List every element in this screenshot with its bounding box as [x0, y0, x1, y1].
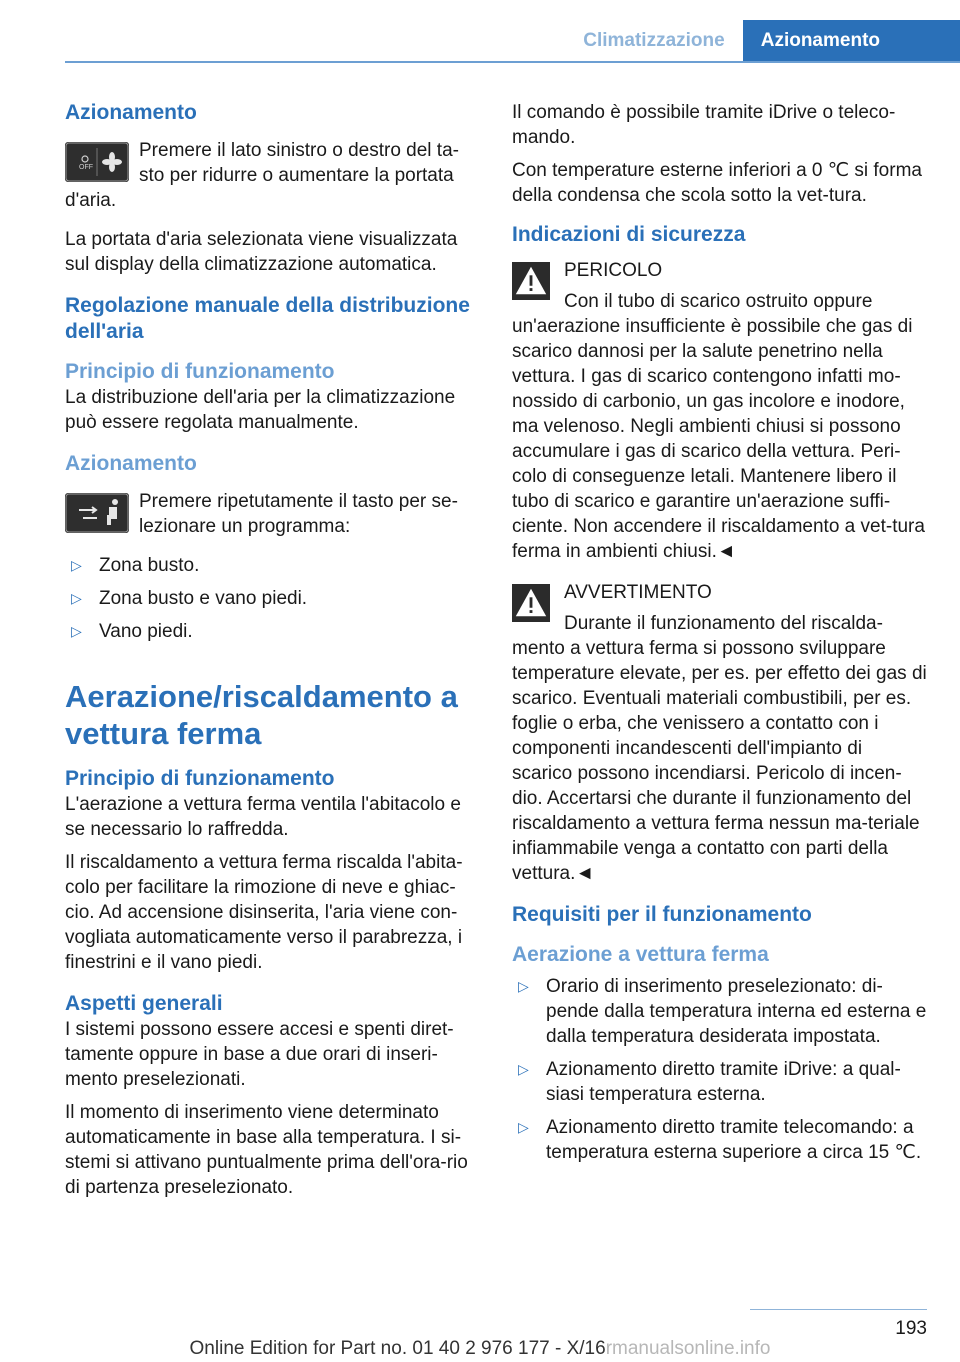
- list-item: [65, 553, 477, 578]
- warning-text: Durante il funzionamento del riscalda-mento a vettura ferma si possono sviluppare temperature elevate, per es. per effetto dei gas di scarico. Eventuali materiali combustibili, per es. foglie o erba, che venissero a contatto con i componenti incandescenti dell'impianto di scarico possono incendiarsi. Pericolo di incen-dio. Accertarsi che durante il funzionamento del riscaldamento a vettura ferma nessun ma-teriale infiammabile venga a contatto con parti della vettura.◄: [512, 613, 927, 884]
- bullet-icon: ▷: [71, 557, 82, 573]
- heading-sicurezza: Indicazioni di sicurezza: [512, 223, 746, 246]
- bullet-icon: ▷: [71, 590, 82, 606]
- heading-aerazione: Aerazione/riscaldamento a vettura ferma: [65, 679, 458, 751]
- warning-triangle-icon: [512, 584, 550, 622]
- bullet-icon: ▷: [518, 978, 529, 994]
- list-item: [65, 619, 477, 644]
- heading-requisiti: Requisiti per il funzionamento: [512, 903, 812, 926]
- tab-climatizzazione: Climatizzazione: [565, 20, 742, 62]
- header-tabs: [565, 20, 960, 62]
- fan-button-block: [65, 138, 477, 213]
- heading-principio-1: Principio di funzionamento: [65, 360, 335, 383]
- text-aspetti-2: Il momento di inserimento viene determinato automaticamente in base alla temperatura. I si-stemi si attivano puntualmente prima dell'ora-rio di partenza preselezionato.: [65, 1102, 468, 1198]
- watermark-text: rmanualsonline.info: [605, 1338, 771, 1359]
- heading-azionamento-1: Azionamento: [65, 101, 197, 124]
- program-list: [65, 553, 477, 644]
- text-comando: Il comando è possibile tramite iDrive o teleco-mando.: [512, 102, 896, 148]
- warning-title: AVVERTIMENTO: [564, 582, 712, 603]
- list-item: [512, 974, 927, 1049]
- list-item-text: Vano piedi.: [99, 621, 193, 642]
- left-column: [65, 100, 477, 1208]
- list-item: [512, 1115, 927, 1165]
- list-item: [512, 1057, 927, 1107]
- svg-text:OFF: OFF: [79, 164, 93, 171]
- list-item-text: Orario di inserimento preselezionato: di-pende dalla temperatura interna ed esterna e dalla temperatura desiderata impostata.: [546, 976, 927, 1047]
- warning-title: PERICOLO: [564, 260, 663, 281]
- distribution-button-block: [65, 489, 477, 539]
- header-rule: [65, 61, 960, 63]
- heading-azionamento-2: Azionamento: [65, 452, 197, 475]
- footer-edition: [0, 1338, 960, 1360]
- text-programma: Premere ripetutamente il tasto per se-lezionare un programma:: [139, 491, 458, 537]
- heading-principio-2: Principio di funzionamento: [65, 767, 335, 790]
- list-item: [65, 586, 477, 611]
- fan-button-icon: [65, 142, 129, 182]
- tab-azionamento: Azionamento: [743, 20, 960, 62]
- heading-aerazione-vettura: Aerazione a vettura ferma: [512, 943, 769, 966]
- text-aspetti-1: I sistemi possono essere accesi e spenti diret-tamente oppure in base a due orari di inseri-mento preselezionati.: [65, 1019, 454, 1090]
- bullet-icon: ▷: [71, 623, 82, 639]
- right-column: [512, 100, 927, 1165]
- text-aerazione-2: Il riscaldamento a vettura ferma riscalda l'abita-colo per facilitare la rimozione di neve e ghiac-cio. Ad accensione disinserita, l'aria viene con-vogliata automaticamente verso il parabrezza, i finestrini e il vano piedi.: [65, 852, 463, 973]
- warning-triangle-icon: [512, 262, 550, 300]
- text-distribuzione: La distribuzione dell'aria per la climatizzazione può essere regolata manualmente.: [65, 387, 456, 433]
- list-item-text: Zona busto e vano piedi.: [99, 588, 308, 609]
- air-distribution-button-icon: [65, 493, 129, 533]
- bullet-icon: ▷: [518, 1119, 529, 1135]
- text-aerazione-1: L'aerazione a vettura ferma ventila l'abitacolo e se necessario lo raffredda.: [65, 794, 461, 840]
- heading-aspetti: Aspetti generali: [65, 992, 223, 1015]
- bullet-icon: ▷: [518, 1061, 529, 1077]
- warning-text: Con il tubo di scarico ostruito oppure un'aerazione insufficiente è possibile che gas di scarico dannosi per la salute penetrino nella vettura. I gas di scarico contengono infatti mo-nossido di carbonio, un gas incolore e inodore, ma velenoso. Negli ambienti chiusi si possono accumulare i gas di scarico della vettura. Peri-colo di conseguenze letali. Mantenere libero il tubo di scarico e garantire un'aerazione suffi-ciente. Non accendere il riscaldamento a vet-tura ferma in ambienti chiusi.◄: [512, 291, 925, 562]
- list-item-text: Zona busto.: [99, 555, 200, 576]
- warning-pericolo: [512, 258, 927, 564]
- requirements-list: [512, 974, 927, 1165]
- text-condensa: Con temperature esterne inferiori a 0 ℃ si forma della condensa che scola sotto la vet-tura.: [512, 160, 922, 206]
- list-item-text: Azionamento diretto tramite telecomando: a temperatura esterna superiore a circa 15 ℃.: [546, 1117, 922, 1163]
- footer-rule: [750, 1309, 927, 1310]
- page-number: 193: [895, 1318, 927, 1339]
- heading-regolazione: Regolazione manuale della distribuzione dell'aria: [65, 294, 470, 343]
- text-air-display: La portata d'aria selezionata viene visualizzata sul display della climatizzazione automatica.: [65, 229, 458, 275]
- warning-avvertimento: [512, 580, 927, 886]
- text-air-icon: Premere il lato sinistro o destro del ta-sto per ridurre o aumentare la portata d'aria.: [65, 140, 459, 211]
- list-item-text: Azionamento diretto tramite iDrive: a qual-siasi temperatura esterna.: [546, 1059, 901, 1105]
- edition-text: Online Edition for Part no. 01 40 2 976 177 - X/16: [189, 1338, 606, 1359]
